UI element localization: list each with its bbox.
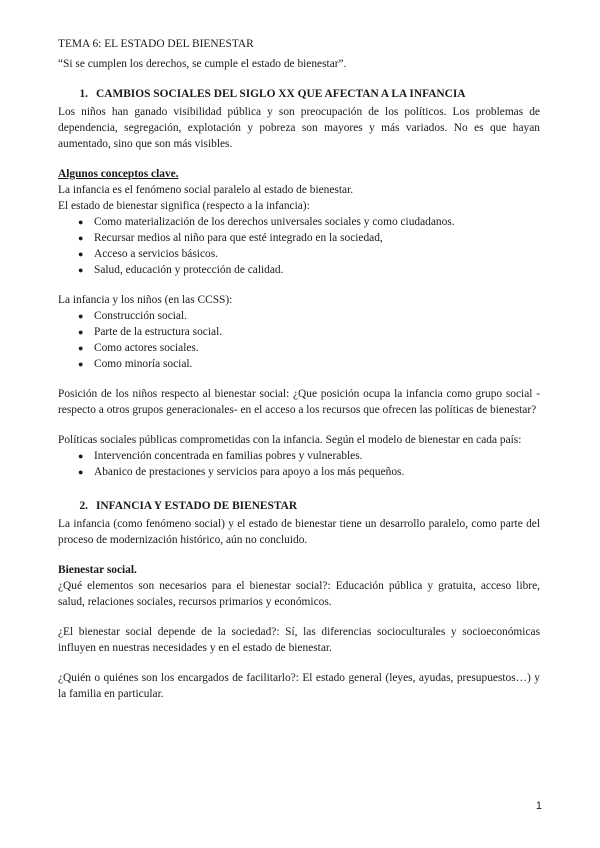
epigraph-quote: “Si se cumplen los derechos, se cumple el estado de bienestar”.: [58, 58, 347, 70]
list-item: ● Salud, educación y protección de calidad.: [58, 262, 540, 278]
spacer: [58, 610, 540, 624]
question-encargados: ¿Quién o quiénes son los encargados de facilitarlo?: El estado general (leyes, ayudas, presupuestos…) y la familia en particular.: [58, 672, 540, 700]
list-item: ● Como actores sociales.: [58, 340, 540, 356]
key-concepts-heading: Algunos conceptos clave.: [58, 168, 179, 180]
paragraph-infancia-ccss: La infancia y los niños (en las CCSS):: [58, 294, 233, 306]
bullet-list-estado-bienestar: [58, 214, 540, 278]
question-elementos: ¿Qué elementos son necesarios para el bienestar social?: Educación pública y gratuita, acceso libre, salud, relaciones sociales, recursos primarios y económicos.: [58, 580, 540, 608]
document-title: TEMA 6: EL ESTADO DEL BIENESTAR: [58, 38, 254, 50]
section-2-heading: [58, 498, 540, 514]
spacer: [58, 418, 540, 432]
paragraph-infancia-fenomeno: La infancia es el fenómeno social paralelo al estado de bienestar.: [58, 184, 354, 196]
spacer: [58, 480, 540, 494]
section-1-heading: [58, 86, 540, 102]
section-1-number: 1.: [79, 88, 88, 100]
list-item: ● Recursar medios al niño para que esté integrado en la sociedad,: [58, 230, 540, 246]
list-item: ● Acceso a servicios básicos.: [58, 246, 540, 262]
section-1-paragraph: Los niños han ganado visibilidad pública y son preocupación de los políticos. Los problemas de dependencia, segregación, explotación y pobreza son mayores y más variados. No es que hayan aumentado, sino que son más visibles.: [58, 106, 540, 150]
bullet-list-ccss: [58, 308, 540, 372]
section-2-title: INFANCIA Y ESTADO DE BIENESTAR: [96, 500, 298, 512]
list-item: ● Parte de la estructura social.: [58, 324, 540, 340]
list-item: ● Como minoría social.: [58, 356, 540, 372]
paragraph-estado-bienestar: El estado de bienestar significa (respecto a la infancia):: [58, 200, 310, 212]
list-item: ● Como materialización de los derechos universales sociales y como ciudadanos.: [58, 214, 540, 230]
section-2-paragraph: La infancia (como fenómeno social) y el estado de bienestar tiene un desarrollo paralelo, como parte del proceso de modernización histórico, aún no concluido.: [58, 518, 540, 546]
document-body: [58, 36, 540, 702]
spacer: [58, 372, 540, 386]
section-1-title: CAMBIOS SOCIALES DEL SIGLO XX QUE AFECTAN A LA INFANCIA: [96, 88, 466, 100]
bullet-list-politicas: [58, 448, 540, 480]
page-number: 1: [535, 800, 542, 812]
paragraph-posicion-ninos: Posición de los niños respecto al bienestar social: ¿Que posición ocupa la infancia como grupo social -respecto a otros grupos generacionales- en el acceso a los recursos que ofrecen las políticas de bienestar?: [58, 388, 540, 416]
section-2-number: 2.: [79, 500, 88, 512]
bienestar-social-heading: Bienestar social.: [58, 564, 137, 576]
spacer: [58, 656, 540, 670]
list-item: ● Abanico de prestaciones y servicios para apoyo a los más pequeños.: [58, 464, 540, 480]
spacer: [58, 278, 540, 292]
list-item: ● Intervención concentrada en familias pobres y vulnerables.: [58, 448, 540, 464]
list-item: ● Construcción social.: [58, 308, 540, 324]
paragraph-politicas-sociales: Políticas sociales públicas comprometidas con la infancia. Según el modelo de bienestar en cada país:: [58, 434, 522, 446]
question-depende-sociedad: ¿El bienestar social depende de la sociedad?: Sí, las diferencias socioculturales y socioeconómicas influyen en nuestras necesidades y en el estado de bienestar.: [58, 626, 540, 654]
